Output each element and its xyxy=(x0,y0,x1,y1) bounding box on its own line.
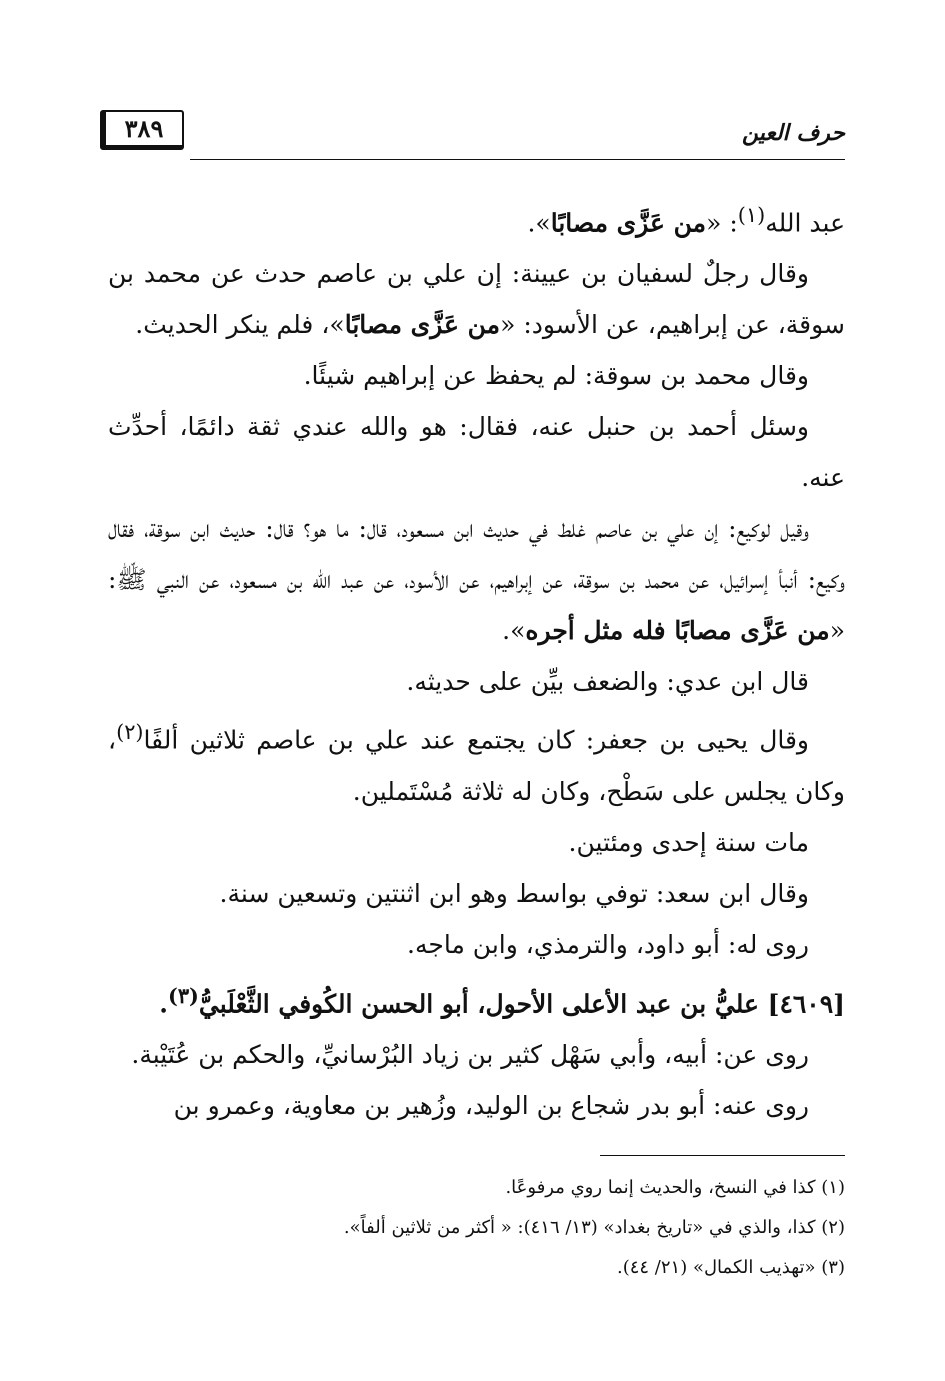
footnote: (٢) كذا، والذي في «تاريخ بغداد» (١٣/ ٤١٦): « أكثر من ثلاثين ألفاً». xyxy=(343,1217,845,1238)
paragraph: وقال يحيى بن جعفر: كان يجتمع عند علي بن عاصم ثلاثين ألفًا$^{(٢)}$، وكان يجلس على سَطْح، وكان له ثلاثة مُسْتَملين. xyxy=(108,720,845,806)
paragraph: وقال محمد بن سوقة: لم يحفظ عن إبراهيم شيئًا. xyxy=(303,361,809,391)
paragraph: مات سنة إحدى ومئتين. xyxy=(568,827,809,857)
paragraph: وسئل أحمد بن حنبل عنه، فقال: هو والله عندي ثقة دائمًا، أحدِّث عنه. xyxy=(108,412,845,493)
paragraph: وقال رجلٌ لسفيان بن عيينة: إن علي بن عاصم حدث عن محمد بن سوقة، عن إبراهيم، عن الأسود: «من عَزَّى مصابًا»، فلم ينكر الحديث. xyxy=(108,259,845,340)
main-text xyxy=(108,190,845,1131)
footnote: (١) كذا في النسخ، والحديث إنما روي مرفوعًا. xyxy=(505,1177,845,1198)
paragraph: قال ابن عدي: والضعف بيِّن على حديثه. xyxy=(406,667,809,697)
footnote: (٣) «تهذيب الكمال» (٢١/ ٤٤). xyxy=(616,1257,845,1278)
entry-number: [٤٦٠٩] xyxy=(767,988,845,1018)
footnote-ref: (٢) xyxy=(116,720,144,745)
entry-title: عليُّ بن عبد الأعلى الأحول، أبو الحسن الكُوفي الثَّعْلَبيُّ xyxy=(198,988,768,1018)
paragraph: وقال ابن سعد: توفي بواسط وهو ابن اثنتين وتسعين سنة. xyxy=(219,878,809,908)
footnote-ref: (١) xyxy=(737,203,766,227)
footnote-rule xyxy=(600,1155,845,1156)
page-number: ٣٨٩ xyxy=(100,110,184,150)
entry-heading: [٤٦٠٩] عليُّ بن عبد الأعلى الأحول، أبو الحسن الكُوفي الثَّعْلَبيُّ$^{(٣)}$. xyxy=(159,982,845,1018)
header-rule xyxy=(190,159,845,160)
running-head: حرف العين xyxy=(741,120,845,146)
hadith-quote: من عَزَّى مصابًا xyxy=(344,310,501,340)
paragraph: عبد الله$^{(١)}$: «من عَزَّى مصابًا». xyxy=(527,203,845,238)
paragraph: روى له: أبو داود، والترمذي، وابن ماجه. xyxy=(407,929,809,959)
hadith-quote: من عَزَّى مصابًا xyxy=(550,208,707,238)
footnotes xyxy=(108,1168,845,1288)
paragraph: روى عنه: أبو بدر شجاع بن الوليد، وزُهير بن معاوية، وعمرو بن xyxy=(173,1090,809,1120)
hadith-quote: من عَزَّى مصابًا فله مثل أجره xyxy=(525,616,830,646)
paragraph: وقيل لوكيع: إن علي بن عاصم غلط في حديث ابن مسعود، قال: ما هو؟ قال: حديث ابن سوقة، فقال وكيع: أنبأ إسرائيل، عن محمد بن سوقة، عن إبراهيم، عن الأسود، عن عبد الله بن مسعود، عن النبي ﷺ: «من عَزَّى مصابًا فله مثل أجره». xyxy=(108,514,845,646)
footnote-ref: (٣) xyxy=(167,982,199,1008)
page-header xyxy=(100,100,845,160)
paragraph: روى عن: أبيه، وأبي سَهْل كثير بن زياد البُرْسانيِّ، والحكم بن عُتَيْبة. xyxy=(131,1039,809,1069)
